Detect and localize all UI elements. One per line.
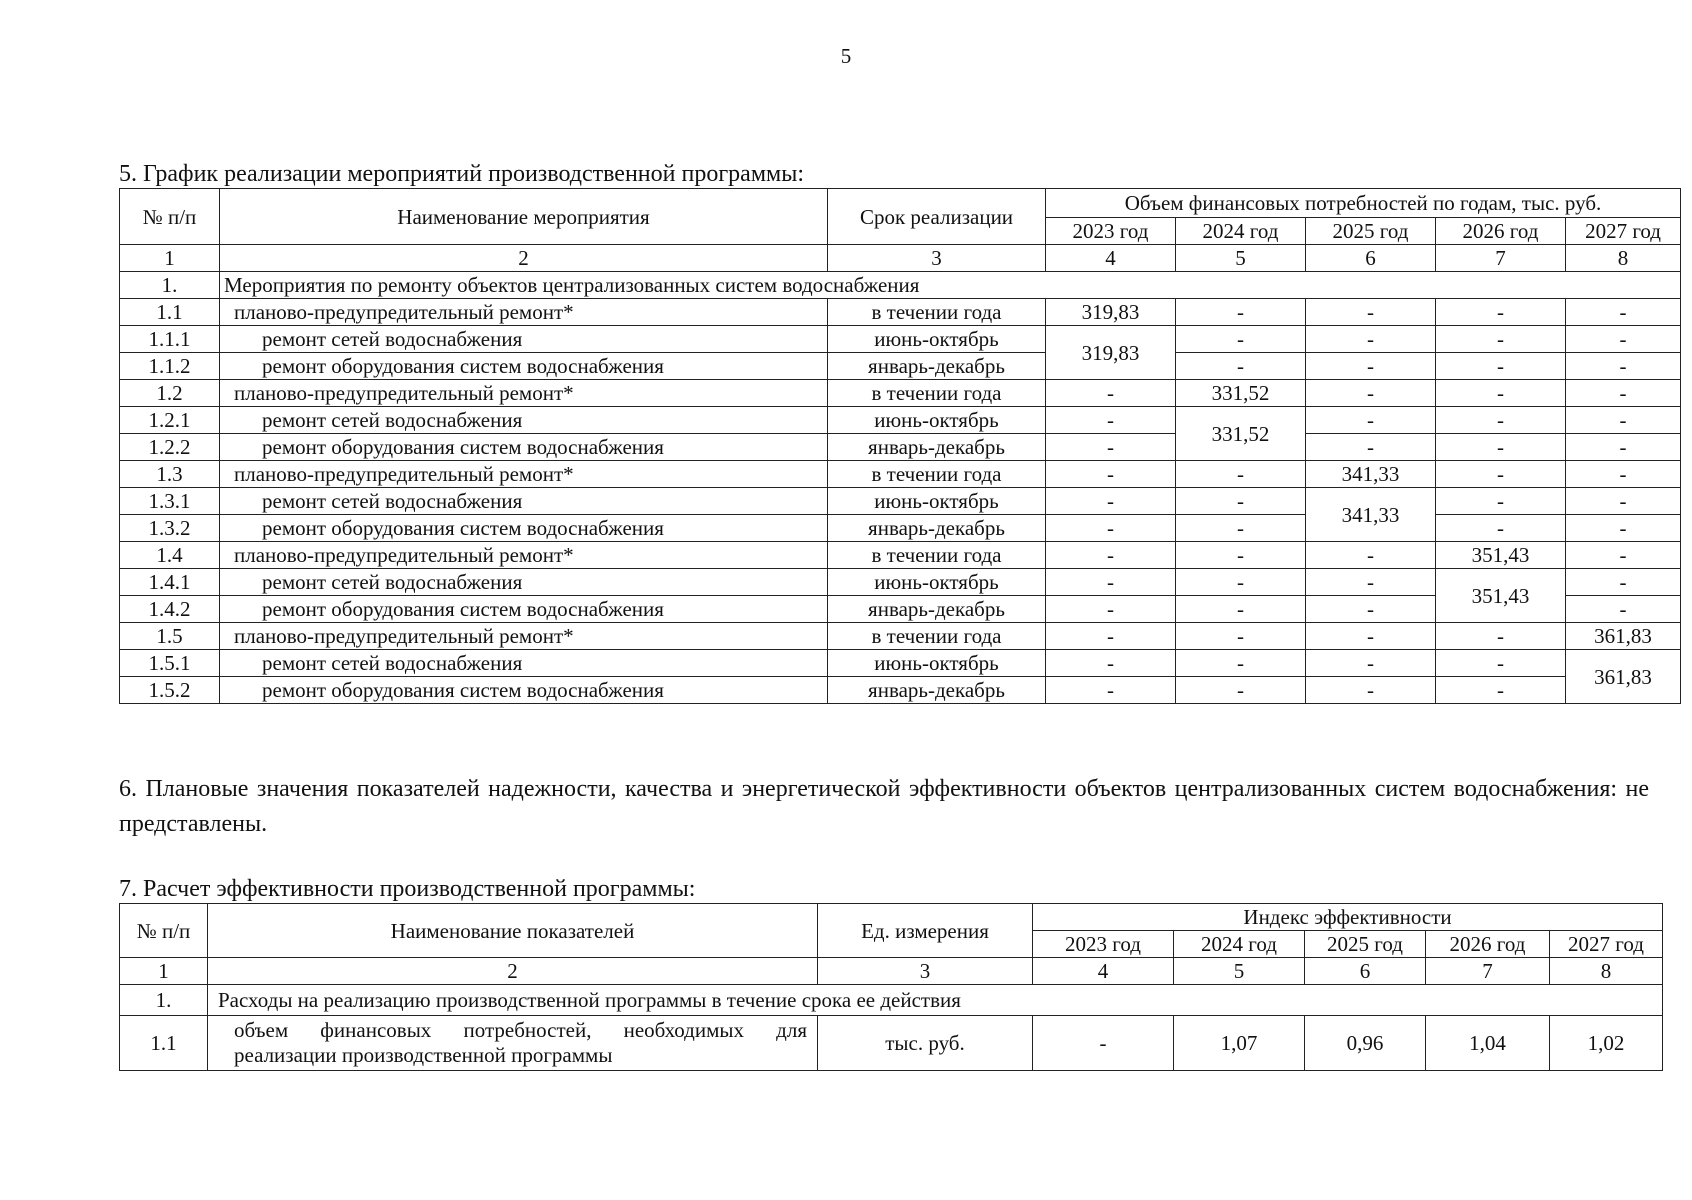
row-num: 1.4.1	[120, 569, 220, 596]
row-term: в течении года	[828, 623, 1046, 650]
row-num: 1.1	[120, 1016, 208, 1071]
column-number: 4	[1033, 958, 1174, 985]
header-year: 2026 год	[1426, 931, 1550, 958]
value-cell: -	[1566, 299, 1681, 326]
value-cell: -	[1046, 677, 1176, 704]
row-name: ремонт сетей водоснабжения	[220, 407, 828, 434]
row-name: планово-предупредительный ремонт*	[220, 461, 828, 488]
header-year: 2025 год	[1306, 218, 1436, 245]
row-name: планово-предупредительный ремонт*	[220, 299, 828, 326]
value-cell: -	[1436, 488, 1566, 515]
table-row	[120, 461, 1681, 488]
row-name: планово-предупредительный ремонт*	[220, 623, 828, 650]
table-row	[120, 515, 1681, 542]
row-num: 1.1	[120, 299, 220, 326]
value-cell: -	[1033, 1016, 1174, 1071]
value-cell: -	[1176, 650, 1306, 677]
column-number: 8	[1550, 958, 1663, 985]
value-cell: -	[1176, 488, 1306, 515]
value-cell: -	[1436, 326, 1566, 353]
table-row	[120, 623, 1681, 650]
value-cell: -	[1306, 650, 1436, 677]
header-year: 2023 год	[1046, 218, 1176, 245]
row-term: в течении года	[828, 461, 1046, 488]
row-name: ремонт сетей водоснабжения	[220, 488, 828, 515]
value-cell: -	[1436, 353, 1566, 380]
value-cell: -	[1046, 488, 1176, 515]
merged-value-cell: 331,52	[1176, 407, 1306, 461]
table-header-row	[120, 189, 1681, 218]
value-cell: -	[1566, 461, 1681, 488]
row-num: 1.1.2	[120, 353, 220, 380]
merged-value-cell: 361,83	[1566, 650, 1681, 704]
row-name: планово-предупредительный ремонт*	[220, 380, 828, 407]
row-num: 1.2	[120, 380, 220, 407]
value-cell: 351,43	[1436, 542, 1566, 569]
table-row	[120, 353, 1681, 380]
row-name: ремонт оборудования систем водоснабжения	[220, 434, 828, 461]
value-cell: -	[1046, 569, 1176, 596]
table-header-row	[120, 904, 1663, 931]
header-year: 2027 год	[1566, 218, 1681, 245]
value-cell: 0,96	[1305, 1016, 1426, 1071]
group-num: 1.	[120, 272, 220, 299]
column-number: 8	[1566, 245, 1681, 272]
row-unit: тыс. руб.	[818, 1016, 1033, 1071]
value-cell: -	[1046, 407, 1176, 434]
value-cell: -	[1306, 326, 1436, 353]
value-cell: -	[1176, 623, 1306, 650]
row-term: январь-декабрь	[828, 353, 1046, 380]
table-row	[120, 650, 1681, 677]
value-cell: -	[1436, 380, 1566, 407]
row-term: в течении года	[828, 542, 1046, 569]
merged-value-cell: 319,83	[1046, 326, 1176, 380]
row-name: ремонт оборудования систем водоснабжения	[220, 596, 828, 623]
row-num: 1.4.2	[120, 596, 220, 623]
value-cell: -	[1046, 380, 1176, 407]
merged-value-cell: 351,43	[1436, 569, 1566, 623]
value-cell: -	[1566, 596, 1681, 623]
value-cell: -	[1436, 677, 1566, 704]
efficiency-table	[119, 903, 1663, 1071]
implementation-schedule-table	[119, 188, 1681, 704]
row-name: ремонт сетей водоснабжения	[220, 569, 828, 596]
row-num: 1.3.1	[120, 488, 220, 515]
value-cell: -	[1046, 650, 1176, 677]
row-num: 1.3	[120, 461, 220, 488]
header-volume: Объем финансовых потребностей по годам, тыс. руб.	[1046, 189, 1681, 218]
row-term: июнь-октябрь	[828, 326, 1046, 353]
row-term: в течении года	[828, 380, 1046, 407]
value-cell: -	[1176, 299, 1306, 326]
row-num: 1.4	[120, 542, 220, 569]
page-number: 5	[840, 44, 852, 68]
table-row	[120, 326, 1681, 353]
header-year: 2024 год	[1174, 931, 1305, 958]
value-cell: -	[1176, 542, 1306, 569]
value-cell: -	[1046, 542, 1176, 569]
column-number: 1	[120, 958, 208, 985]
row-term: в течении года	[828, 299, 1046, 326]
value-cell: -	[1566, 434, 1681, 461]
header-year: 2027 год	[1550, 931, 1663, 958]
column-number: 2	[220, 245, 828, 272]
value-cell: -	[1566, 569, 1681, 596]
value-cell: -	[1176, 353, 1306, 380]
header-num: № п/п	[120, 904, 208, 958]
section-6-text: 6. Плановые значения показателей надежности, качества и энергетической эффективности объектов централизованных систем водоснабжения: не представлены.	[119, 776, 1649, 837]
group-title: Расходы на реализацию производственной программы в течение срока ее действия	[208, 985, 1663, 1016]
row-term: январь-декабрь	[828, 596, 1046, 623]
value-cell: -	[1176, 515, 1306, 542]
section-7-heading: 7. Расчет эффективности производственной программы:	[119, 876, 696, 902]
group-num: 1.	[120, 985, 208, 1016]
value-cell: -	[1176, 326, 1306, 353]
value-cell: -	[1046, 596, 1176, 623]
column-number: 3	[818, 958, 1033, 985]
table-row	[120, 380, 1681, 407]
row-name: ремонт оборудования систем водоснабжения	[220, 353, 828, 380]
value-cell: -	[1436, 461, 1566, 488]
column-number: 1	[120, 245, 220, 272]
value-cell: -	[1306, 677, 1436, 704]
column-number: 7	[1436, 245, 1566, 272]
value-cell: -	[1306, 299, 1436, 326]
group-title: Мероприятия по ремонту объектов централизованных систем водоснабжения	[220, 272, 1681, 299]
value-cell: -	[1306, 407, 1436, 434]
value-cell: -	[1436, 650, 1566, 677]
value-cell: -	[1566, 542, 1681, 569]
column-number: 3	[828, 245, 1046, 272]
value-cell: -	[1306, 596, 1436, 623]
value-cell: -	[1046, 515, 1176, 542]
table-row	[120, 434, 1681, 461]
value-cell: -	[1046, 434, 1176, 461]
header-unit: Ед. измерения	[818, 904, 1033, 958]
column-number-row	[120, 958, 1663, 985]
group-row	[120, 985, 1663, 1016]
value-cell: -	[1436, 407, 1566, 434]
row-term: июнь-октябрь	[828, 569, 1046, 596]
value-cell: 1,04	[1426, 1016, 1550, 1071]
row-name: планово-предупредительный ремонт*	[220, 542, 828, 569]
value-cell: -	[1306, 434, 1436, 461]
row-name: ремонт сетей водоснабжения	[220, 650, 828, 677]
value-cell: -	[1436, 434, 1566, 461]
table-row	[120, 569, 1681, 596]
value-cell: -	[1306, 542, 1436, 569]
column-number: 4	[1046, 245, 1176, 272]
table-row	[120, 299, 1681, 326]
column-number: 6	[1305, 958, 1426, 985]
row-term: июнь-октябрь	[828, 407, 1046, 434]
merged-value-cell: 341,33	[1306, 488, 1436, 542]
column-number-row	[120, 245, 1681, 272]
row-num: 1.5.1	[120, 650, 220, 677]
header-num: № п/п	[120, 189, 220, 245]
column-number: 2	[208, 958, 818, 985]
header-name: Наименование показателей	[208, 904, 818, 958]
table-row	[120, 407, 1681, 434]
group-row	[120, 272, 1681, 299]
row-num: 1.2.2	[120, 434, 220, 461]
row-term: январь-декабрь	[828, 434, 1046, 461]
section-5-heading: 5. График реализации мероприятий производственной программы:	[119, 161, 804, 187]
value-cell: 331,52	[1176, 380, 1306, 407]
row-num: 1.2.1	[120, 407, 220, 434]
row-num: 1.1.1	[120, 326, 220, 353]
table-row	[120, 677, 1681, 704]
row-name: объем финансовых потребностей, необходимых для реализации производственной программы	[208, 1016, 818, 1071]
value-cell: -	[1566, 515, 1681, 542]
value-cell: -	[1046, 623, 1176, 650]
value-cell: -	[1176, 596, 1306, 623]
header-year: 2025 год	[1305, 931, 1426, 958]
row-num: 1.5	[120, 623, 220, 650]
value-cell: 1,07	[1174, 1016, 1305, 1071]
row-term: январь-декабрь	[828, 677, 1046, 704]
header-year: 2023 год	[1033, 931, 1174, 958]
row-term: июнь-октябрь	[828, 650, 1046, 677]
header-term: Срок реализации	[828, 189, 1046, 245]
row-name: ремонт оборудования систем водоснабжения	[220, 515, 828, 542]
column-number: 6	[1306, 245, 1436, 272]
table-row	[120, 1016, 1663, 1071]
value-cell: -	[1566, 380, 1681, 407]
table-row	[120, 542, 1681, 569]
value-cell: 361,83	[1566, 623, 1681, 650]
row-name: ремонт сетей водоснабжения	[220, 326, 828, 353]
table-row	[120, 488, 1681, 515]
value-cell: -	[1176, 677, 1306, 704]
column-number: 5	[1176, 245, 1306, 272]
row-term: июнь-октябрь	[828, 488, 1046, 515]
value-cell: 319,83	[1046, 299, 1176, 326]
row-name: ремонт оборудования систем водоснабжения	[220, 677, 828, 704]
value-cell: -	[1306, 623, 1436, 650]
header-index: Индекс эффективности	[1033, 904, 1663, 931]
value-cell: -	[1566, 488, 1681, 515]
row-num: 1.3.2	[120, 515, 220, 542]
value-cell: -	[1306, 569, 1436, 596]
value-cell: 341,33	[1306, 461, 1436, 488]
value-cell: -	[1436, 299, 1566, 326]
value-cell: -	[1176, 569, 1306, 596]
value-cell: -	[1566, 407, 1681, 434]
header-year: 2026 год	[1436, 218, 1566, 245]
value-cell: -	[1306, 353, 1436, 380]
header-name: Наименование мероприятия	[220, 189, 828, 245]
value-cell: -	[1566, 353, 1681, 380]
column-number: 5	[1174, 958, 1305, 985]
row-term: январь-декабрь	[828, 515, 1046, 542]
value-cell: -	[1046, 461, 1176, 488]
value-cell: -	[1176, 461, 1306, 488]
row-num: 1.5.2	[120, 677, 220, 704]
value-cell: 1,02	[1550, 1016, 1663, 1071]
value-cell: -	[1436, 623, 1566, 650]
value-cell: -	[1566, 326, 1681, 353]
header-year: 2024 год	[1176, 218, 1306, 245]
value-cell: -	[1436, 515, 1566, 542]
value-cell: -	[1306, 380, 1436, 407]
column-number: 7	[1426, 958, 1550, 985]
